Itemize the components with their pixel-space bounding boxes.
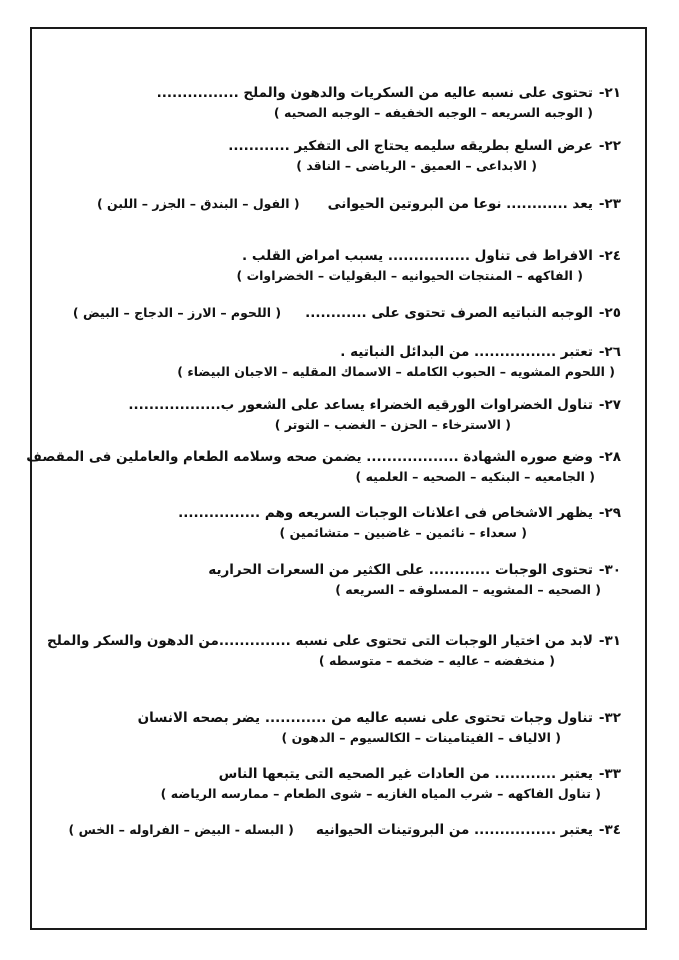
question-number: ٣٣- bbox=[598, 766, 621, 782]
question-text bbox=[51, 396, 621, 414]
question-stem: تناول الخضراوات الورقيه الخضراء يساعد على الشعور ب.................. bbox=[128, 397, 593, 413]
question-28 bbox=[26, 448, 621, 485]
question-number: ٢٢- bbox=[598, 138, 621, 154]
question-stem: يعتبر ................ من البروتينات الحيوانيه bbox=[315, 822, 593, 838]
question-number: ٢٧- bbox=[598, 397, 621, 413]
question-29 bbox=[51, 504, 621, 541]
question-text bbox=[51, 504, 621, 522]
question-number: ٣٠- bbox=[598, 562, 621, 578]
question-options: ( اللحوم – الارز – الدجاج – البيض ) bbox=[72, 305, 282, 320]
question-number: ٢٤- bbox=[598, 248, 621, 264]
question-33 bbox=[51, 765, 621, 802]
question-stem: يعد ............ نوعا من البروتين الحيوانى bbox=[327, 196, 593, 212]
question-21 bbox=[51, 84, 621, 121]
question-31 bbox=[47, 632, 621, 669]
question-22 bbox=[51, 137, 621, 174]
question-number: ٢٦- bbox=[598, 344, 621, 360]
question-34 bbox=[51, 821, 621, 839]
question-text bbox=[51, 343, 621, 361]
question-stem: تحتوى على نسبه عاليه من السكريات والدهون والملح ................ bbox=[156, 85, 593, 101]
question-text bbox=[51, 709, 621, 727]
question-stem: الافراط فى تناول ................ يسبب امراض القلب . bbox=[242, 248, 593, 264]
question-number: ٢٥- bbox=[598, 305, 621, 321]
question-stem: لابد من اختيار الوجبات التى تحتوى على نسبه ..............من الدهون والسكر والملح bbox=[47, 633, 593, 649]
question-stem: الوجبه النباتيه الصرف تحتوى على ............ bbox=[305, 305, 593, 321]
question-number: ٢٩- bbox=[598, 505, 621, 521]
question-32 bbox=[51, 709, 621, 746]
question-text bbox=[51, 247, 621, 265]
question-26 bbox=[51, 343, 621, 380]
question-options: ( منخفضه – عاليه – ضخمه – متوسطه ) bbox=[318, 653, 555, 668]
question-text bbox=[51, 765, 621, 783]
question-27 bbox=[51, 396, 621, 433]
question-options: ( الفول – البندق – الجزر – اللبن ) bbox=[96, 196, 300, 211]
question-stem: يعتبر ............ من العادات غير الصحيه التى يتبعها الناس bbox=[218, 766, 593, 782]
question-options: ( الاسترخاء – الحزن – الغضب – التوتر ) bbox=[274, 417, 511, 432]
question-text bbox=[51, 561, 621, 579]
question-options: ( الالياف – الفيتامينات – الكالسيوم – الدهون ) bbox=[281, 730, 561, 745]
question-stem: تناول وجبات تحتوى على نسبه عاليه من ............ يضر بصحه الانسان bbox=[137, 710, 593, 726]
question-23 bbox=[51, 195, 621, 213]
question-number: ٢٨- bbox=[598, 449, 621, 465]
question-options: ( الفاكهه – المنتجات الحيوانيه – البقوليات – الخضراوات ) bbox=[236, 268, 583, 283]
question-text bbox=[51, 137, 621, 155]
question-stem: تحتوى الوجبات ............ على الكثير من السعرات الحراريه bbox=[208, 562, 593, 578]
question-number: ٣٤- bbox=[598, 822, 621, 838]
question-text bbox=[47, 632, 621, 650]
question-25 bbox=[51, 304, 621, 322]
question-options: ( البسله - البيض – الفراوله – الخس ) bbox=[68, 822, 294, 837]
question-number: ٣١- bbox=[598, 633, 621, 649]
question-options: ( اللحوم المشويه – الحبوب الكامله – الاسماك المقليه – الاجبان البيضاء ) bbox=[177, 364, 615, 379]
question-stem: عرض السلع بطريقه سليمه يحتاج الى التفكير ............ bbox=[228, 138, 593, 154]
question-options: ( الوجبه السريعه – الوجبه الخفيفه – الوجبه الصحيه ) bbox=[273, 105, 593, 120]
question-options: ( الجامعيه – البنكيه – الصحيه – العلميه ) bbox=[355, 469, 595, 484]
question-text bbox=[51, 84, 621, 102]
question-stem: وضع صوره الشهادة .................. يضمن صحه وسلامه الطعام والعاملين فى المقصف bbox=[26, 449, 593, 465]
question-text bbox=[51, 304, 621, 322]
question-number: ٣٢- bbox=[598, 710, 621, 726]
question-options: ( سعداء – نائمين – غاضبين – متشائمين ) bbox=[279, 525, 527, 540]
question-text bbox=[26, 448, 621, 466]
question-options: ( تناول الفاكهه – شرب المياه الغازيه – شوى الطعام – ممارسه الرياضه ) bbox=[160, 786, 601, 801]
question-options: ( الابداعى – العميق - الرياضى – الناقد ) bbox=[296, 158, 537, 173]
question-number: ٢٣- bbox=[598, 196, 621, 212]
question-text bbox=[51, 821, 621, 839]
question-stem: تعتبر ................ من البدائل النباتيه . bbox=[340, 344, 593, 360]
question-24 bbox=[51, 247, 621, 284]
question-stem: يظهر الاشخاص فى اعلانات الوجبات السريعه وهم ................ bbox=[178, 505, 593, 521]
question-text bbox=[51, 195, 621, 213]
question-30 bbox=[51, 561, 621, 598]
question-options: ( الصحيه – المشويه – المسلوقه – السريعه ) bbox=[335, 582, 601, 597]
question-number: ٢١- bbox=[598, 85, 621, 101]
